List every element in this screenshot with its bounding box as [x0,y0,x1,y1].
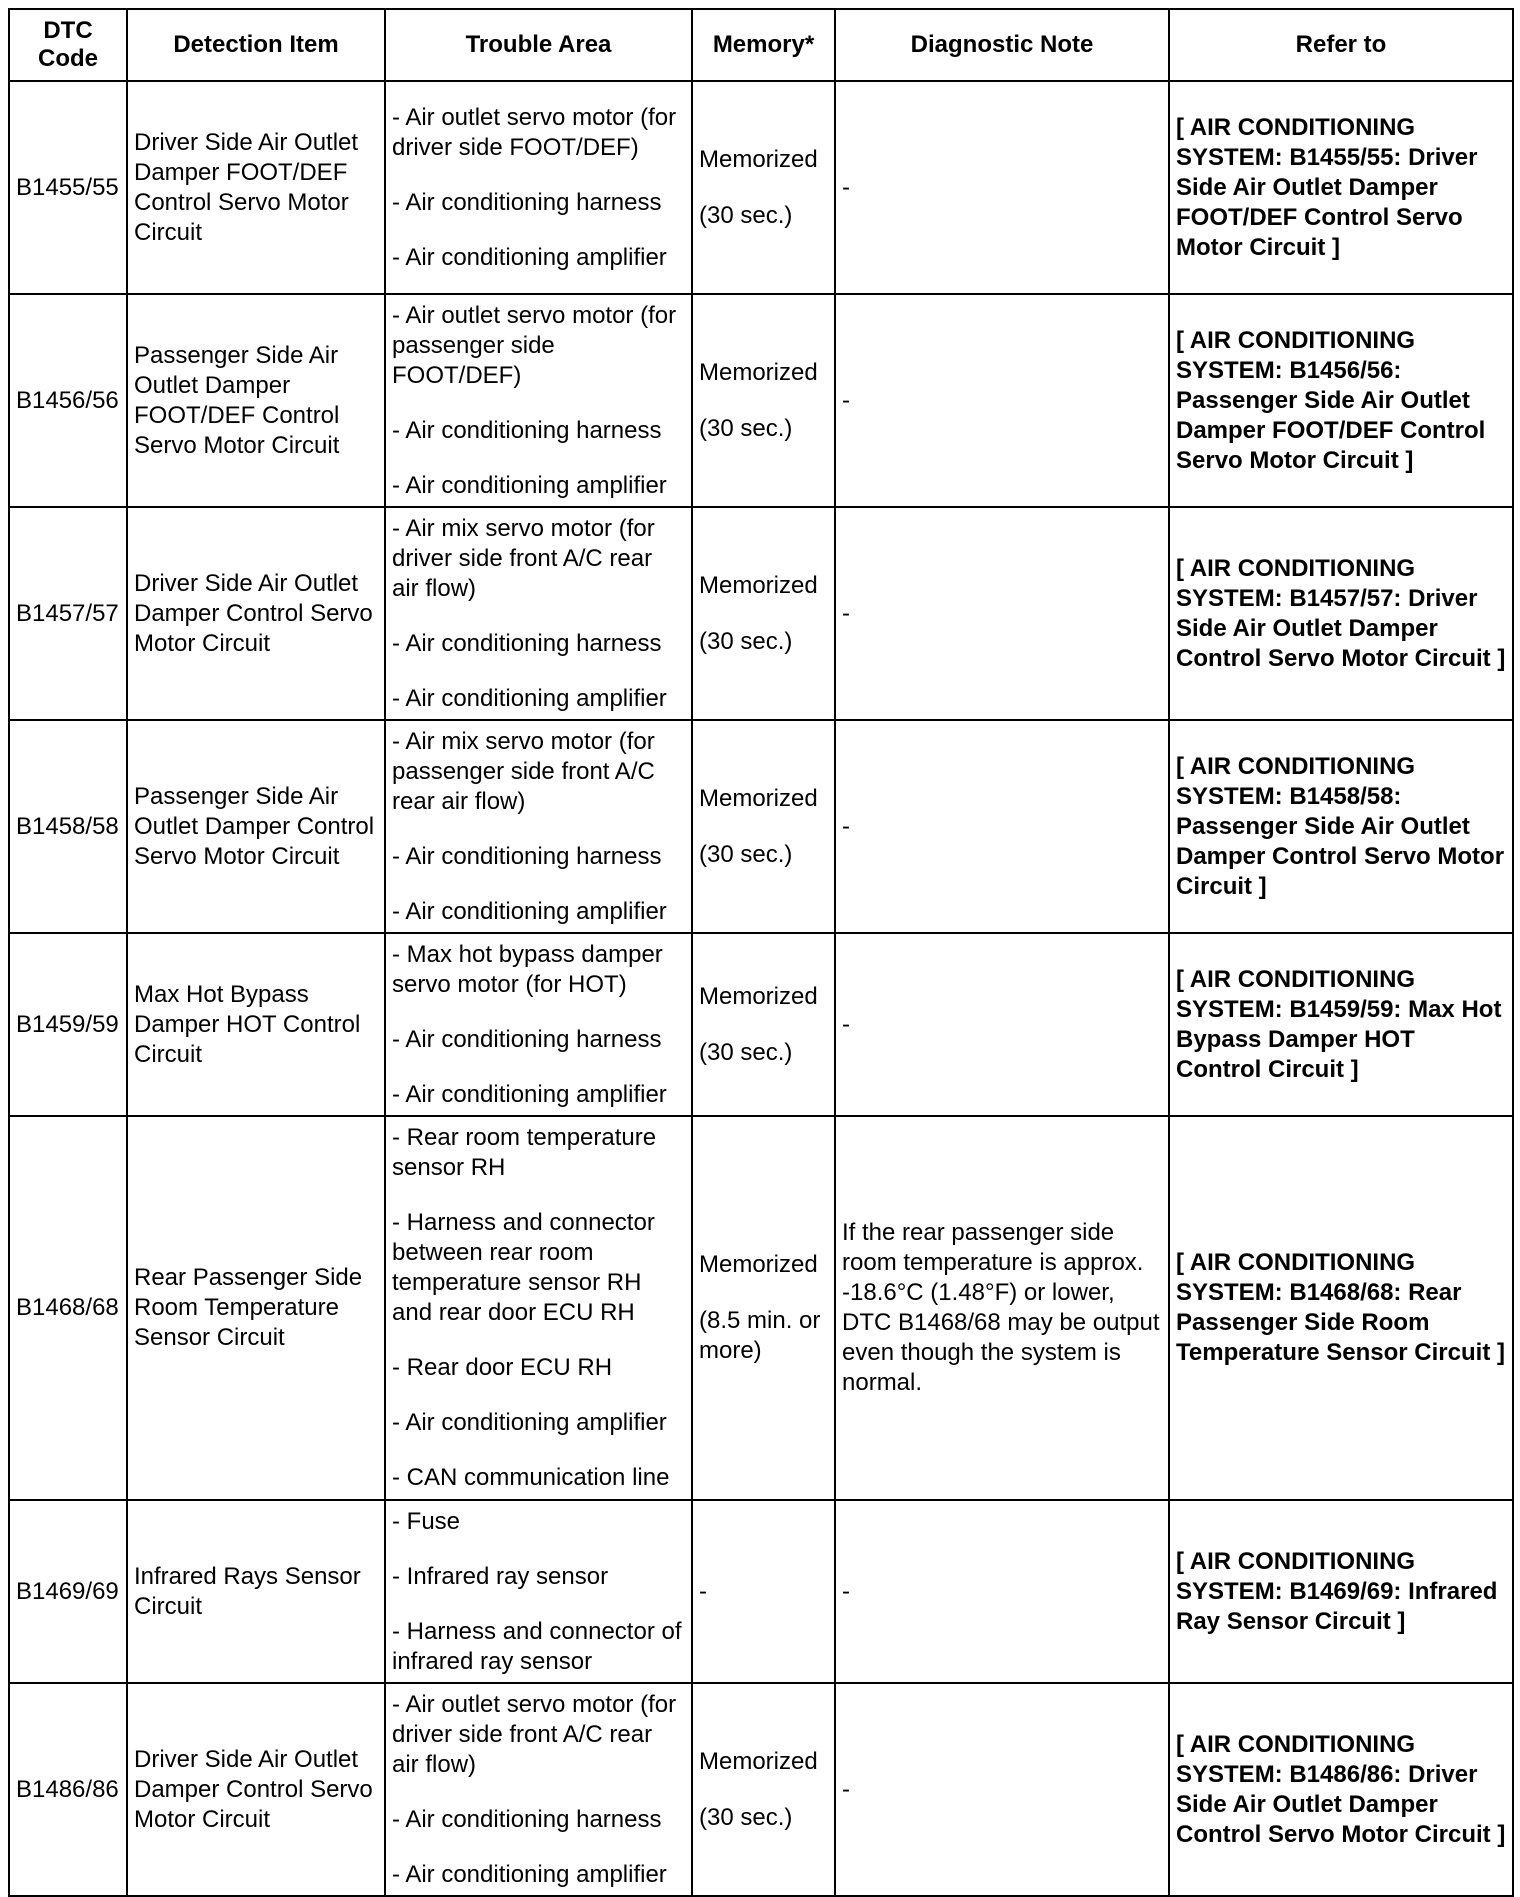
memory-status: Memorized [699,358,818,386]
refer-to-link[interactable]: [ AIR CONDITIONING SYSTEM: B1458/58: Passenger Side Air Outlet Damper Control Servo Motor Circuit ] [1169,720,1513,933]
table-header-row [9,9,1513,81]
trouble-area-item: - Air conditioning amplifier [392,1860,667,1888]
trouble-area-item: - Harness and connector between rear room temperature sensor RH and rear door ECU RH [392,1209,655,1326]
trouble-area-item: - Air conditioning harness [392,416,662,444]
trouble-area-cell [385,294,692,507]
diagnostic-note-cell: - [835,933,1169,1116]
table-row [9,933,1513,1116]
table-row [9,507,1513,720]
memory-duration: (8.5 min. or more) [699,1307,821,1364]
trouble-area-item: - CAN communication line [392,1464,670,1491]
memory-status: Memorized [699,784,818,812]
diagnostic-note-cell: - [835,1500,1169,1683]
detection-item-cell: Driver Side Air Outlet Damper Control Servo Motor Circuit [127,1683,385,1896]
diagnostic-note-cell: - [835,507,1169,720]
diagnostic-note-cell: - [835,294,1169,507]
refer-to-link[interactable]: [ AIR CONDITIONING SYSTEM: B1455/55: Driver Side Air Outlet Damper FOOT/DEF Control Servo Motor Circuit ] [1169,81,1513,294]
detection-item-cell: Max Hot Bypass Damper HOT Control Circuit [127,933,385,1116]
trouble-area-item: - Air conditioning harness [392,629,662,657]
trouble-area-cell [385,720,692,933]
trouble-area-item: - Air conditioning harness [392,842,662,870]
trouble-area-item: - Rear room temperature sensor RH [392,1124,657,1181]
refer-to-link[interactable]: [ AIR CONDITIONING SYSTEM: B1486/86: Driver Side Air Outlet Damper Control Servo Motor Circuit ] [1169,1683,1513,1896]
refer-to-link[interactable]: [ AIR CONDITIONING SYSTEM: B1456/56: Passenger Side Air Outlet Damper FOOT/DEF Control Servo Motor Circuit ] [1169,294,1513,507]
trouble-area-item: - Harness and connector of infrared ray sensor [392,1617,682,1675]
memory-duration: (30 sec.) [699,414,793,442]
refer-to-link[interactable]: [ AIR CONDITIONING SYSTEM: B1469/69: Infrared Ray Sensor Circuit ] [1169,1500,1513,1683]
header-memory: Memory* [692,9,835,81]
trouble-area-item: - Air outlet servo motor (for driver side FOOT/DEF) [392,103,677,161]
memory-cell [692,1116,835,1500]
memory-cell [692,933,835,1116]
trouble-area-item: - Air outlet servo motor (for passenger side FOOT/DEF) [392,301,677,389]
header-detection-item: Detection Item [127,9,385,81]
memory-status: - [699,1577,707,1605]
memory-duration: (30 sec.) [699,840,793,868]
memory-status: Memorized [699,982,818,1010]
table-row [9,1683,1513,1896]
dtc-code-cell: B1486/86 [9,1683,127,1896]
detection-item-cell: Rear Passenger Side Room Temperature Sensor Circuit [127,1116,385,1500]
dtc-code-cell: B1455/55 [9,81,127,294]
header-dtc-code: DTC Code [9,9,127,81]
trouble-area-item: - Air conditioning amplifier [392,684,667,712]
dtc-table [8,8,1514,1897]
memory-duration: (30 sec.) [699,201,793,229]
trouble-area-item: - Air conditioning harness [392,1805,662,1833]
dtc-code-cell: B1458/58 [9,720,127,933]
memory-cell [692,1500,835,1683]
detection-item-cell: Passenger Side Air Outlet Damper Control Servo Motor Circuit [127,720,385,933]
memory-status: Memorized [699,1251,818,1278]
diagnostic-note-cell: - [835,1683,1169,1896]
trouble-area-cell [385,933,692,1116]
trouble-area-item: - Infrared ray sensor [392,1562,609,1590]
detection-item-cell: Passenger Side Air Outlet Damper FOOT/DEF Control Servo Motor Circuit [127,294,385,507]
trouble-area-item: - Air conditioning harness [392,188,662,216]
trouble-area-item: - Air mix servo motor (for passenger side front A/C rear air flow) [392,727,655,815]
memory-cell [692,81,835,294]
trouble-area-item: - Air outlet servo motor (for driver side front A/C rear air flow) [392,1690,677,1778]
header-trouble-area: Trouble Area [385,9,692,81]
memory-cell [692,720,835,933]
trouble-area-item: - Fuse [392,1507,461,1535]
trouble-area-item: - Air conditioning amplifier [392,897,667,925]
memory-cell [692,1683,835,1896]
diagnostic-note-cell: If the rear passenger side room temperature is approx. -18.6°C (1.48°F) or lower, DTC B1468/68 may be output even though the system is normal. [835,1116,1169,1500]
header-refer-to: Refer to [1169,9,1513,81]
refer-to-link[interactable]: [ AIR CONDITIONING SYSTEM: B1459/59: Max Hot Bypass Damper HOT Control Circuit ] [1169,933,1513,1116]
diagnostic-note-cell: - [835,81,1169,294]
dtc-code-cell: B1457/57 [9,507,127,720]
table-row [9,1500,1513,1683]
memory-duration: (30 sec.) [699,1803,793,1831]
memory-duration: (30 sec.) [699,1038,793,1066]
table-row [9,720,1513,933]
detection-item-cell: Infrared Rays Sensor Circuit [127,1500,385,1683]
memory-duration: (30 sec.) [699,627,793,655]
trouble-area-item: - Air conditioning amplifier [392,471,667,499]
memory-status: Memorized [699,1747,818,1775]
trouble-area-item: - Air conditioning amplifier [392,243,667,271]
trouble-area-item: - Air conditioning amplifier [392,1080,667,1108]
refer-to-link[interactable]: [ AIR CONDITIONING SYSTEM: B1457/57: Driver Side Air Outlet Damper Control Servo Motor Circuit ] [1169,507,1513,720]
trouble-area-item: - Rear door ECU RH [392,1354,613,1381]
table-row [9,294,1513,507]
trouble-area-cell [385,1116,692,1500]
dtc-code-cell: B1469/69 [9,1500,127,1683]
memory-status: Memorized [699,571,818,599]
dtc-code-cell: B1459/59 [9,933,127,1116]
trouble-area-cell [385,81,692,294]
trouble-area-item: - Air conditioning amplifier [392,1409,667,1436]
table-row [9,81,1513,294]
trouble-area-item: - Air mix servo motor (for driver side front A/C rear air flow) [392,514,655,602]
memory-status: Memorized [699,145,818,173]
header-diagnostic-note: Diagnostic Note [835,9,1169,81]
trouble-area-cell [385,1683,692,1896]
trouble-area-cell [385,507,692,720]
trouble-area-cell [385,1500,692,1683]
detection-item-cell: Driver Side Air Outlet Damper FOOT/DEF Control Servo Motor Circuit [127,81,385,294]
trouble-area-item: - Air conditioning harness [392,1025,662,1053]
refer-to-link[interactable]: [ AIR CONDITIONING SYSTEM: B1468/68: Rear Passenger Side Room Temperature Sensor Circuit ] [1169,1116,1513,1500]
memory-cell [692,294,835,507]
detection-item-cell: Driver Side Air Outlet Damper Control Servo Motor Circuit [127,507,385,720]
trouble-area-item: - Max hot bypass damper servo motor (for HOT) [392,940,663,998]
memory-cell [692,507,835,720]
dtc-code-cell: B1456/56 [9,294,127,507]
dtc-code-cell: B1468/68 [9,1116,127,1500]
diagnostic-note-cell: - [835,720,1169,933]
table-row [9,1116,1513,1500]
